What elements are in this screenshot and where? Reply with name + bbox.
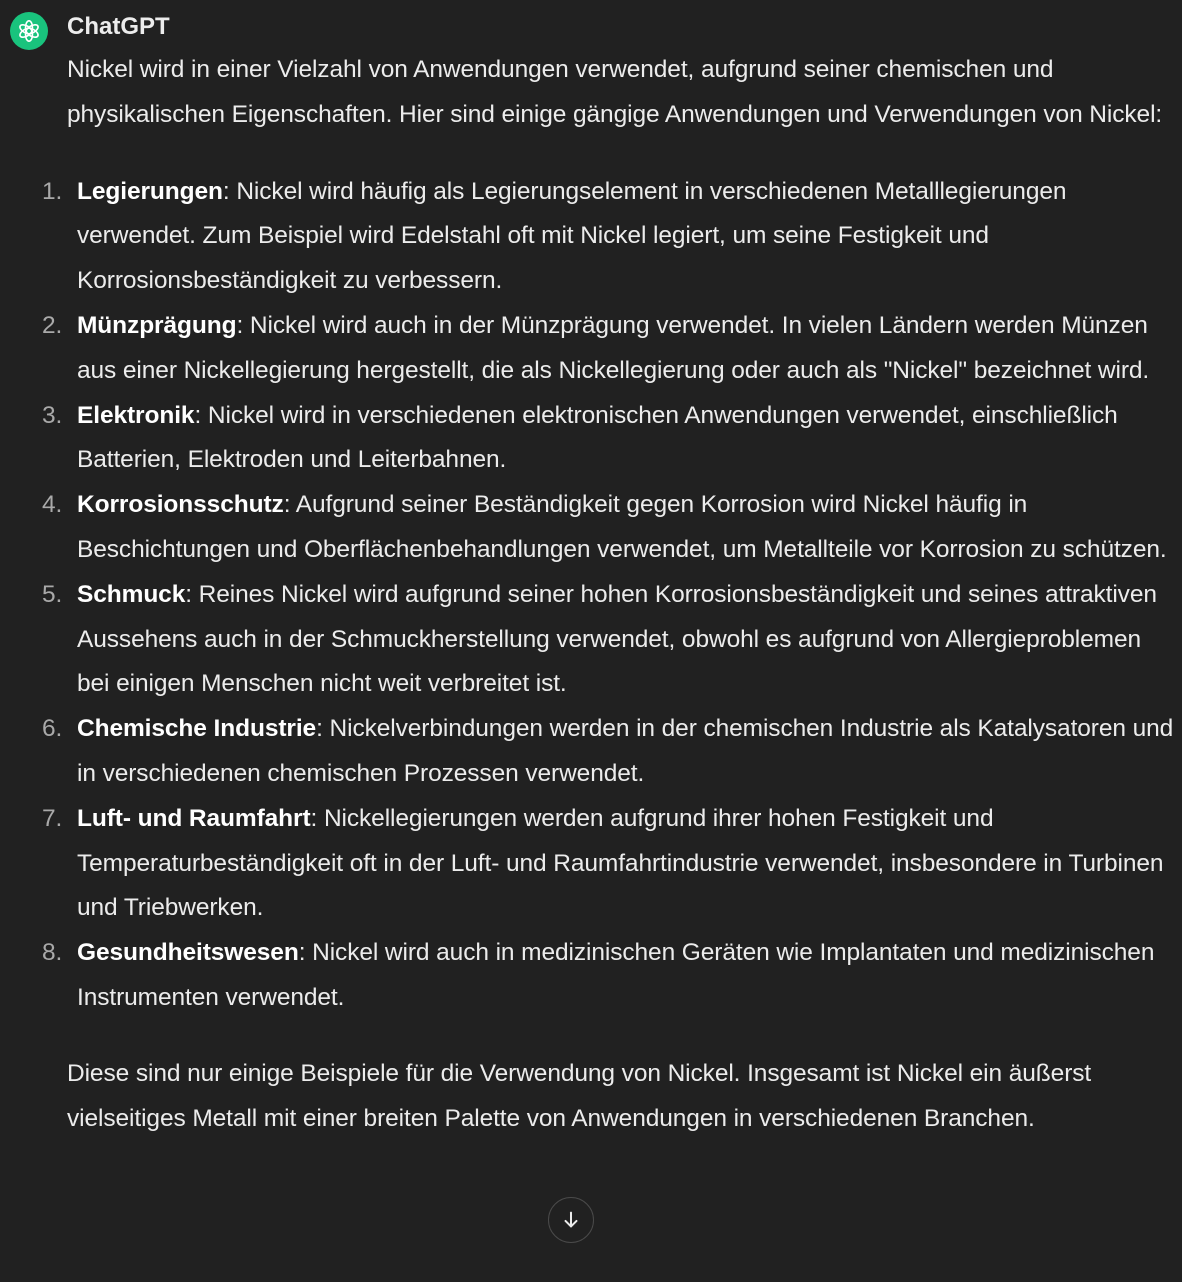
list-item bbox=[42, 304, 1177, 394]
list-item bbox=[42, 170, 1177, 304]
item-title: Gesundheitswesen bbox=[77, 939, 299, 967]
outro-paragraph: Diese sind nur einige Beispiele für die Verwendung von Nickel. Insgesamt ist Nickel ein äußerst vielseitiges Metall mit einer breiten Palette von Anwendungen in verschiedenen Branchen. bbox=[67, 1059, 1092, 1132]
item-text: : Nickel wird in verschiedenen elektronischen Anwendungen verwendet, einschließlich Batterien, Elektroden und Leiterbahnen. bbox=[77, 401, 1118, 474]
list-item bbox=[42, 797, 1177, 931]
item-text: : Reines Nickel wird aufgrund seiner hohen Korrosionsbeständigkeit und seines attraktiven Aussehens auch in der Schmuckherstellung verwendet, obwohl es aufgrund von Allergieproblemen bei einigen Menschen nicht weit verbreitet ist. bbox=[77, 580, 1157, 698]
arrow-down-icon bbox=[560, 1209, 582, 1231]
scroll-to-bottom-button[interactable] bbox=[548, 1197, 594, 1243]
list-number: 8. bbox=[42, 939, 63, 967]
uses-list bbox=[42, 170, 1177, 1021]
item-title: Luft- und Raumfahrt bbox=[77, 804, 311, 832]
list-number: 3. bbox=[42, 401, 63, 429]
item-title: Münzprägung bbox=[77, 311, 237, 339]
list-number: 7. bbox=[42, 804, 63, 832]
list-item bbox=[42, 483, 1177, 573]
item-title: Schmuck bbox=[77, 580, 186, 608]
item-text: : Nickelverbindungen werden in der chemischen Industrie als Katalysatoren und in verschiedenen chemischen Prozessen verwendet. bbox=[77, 715, 1174, 787]
list-number: 5. bbox=[42, 580, 63, 608]
list-item bbox=[42, 573, 1177, 707]
intro-paragraph: Nickel wird in einer Vielzahl von Anwendungen verwendet, aufgrund seiner chemischen und physikalischen Eigenschaften. Hier sind einige gängige Anwendungen und Verwendungen von Nickel: bbox=[67, 56, 1163, 128]
avatar bbox=[10, 12, 48, 50]
item-text: : Aufgrund seiner Beständigkeit gegen Korrosion wird Nickel häufig in Beschichtungen und Oberflächenbehandlungen verwendet, um Metallteile vor Korrosion zu schützen. bbox=[77, 491, 1167, 563]
openai-logo-icon bbox=[16, 18, 42, 44]
item-title: Chemische Industrie bbox=[77, 715, 317, 743]
list-number: 2. bbox=[42, 311, 63, 339]
item-title: Legierungen bbox=[77, 177, 223, 205]
item-text: : Nickel wird häufig als Legierungselement in verschiedenen Metalllegierungen verwendet. Zum Beispiel wird Edelstahl oft mit Nickel legiert, um seine Festigkeit und Korrosionsbeständigkeit zu verbessern. bbox=[77, 177, 1067, 295]
list-number: 4. bbox=[42, 491, 63, 519]
list-number: 1. bbox=[42, 177, 63, 205]
list-number: 6. bbox=[42, 715, 63, 743]
message-content bbox=[42, 48, 1177, 1141]
item-title: Korrosionsschutz bbox=[77, 491, 284, 519]
list-item bbox=[42, 394, 1177, 484]
item-text: : Nickel wird auch in medizinischen Geräten wie Implantaten und medizinischen Instrumenten verwendet. bbox=[77, 939, 1155, 1011]
item-text: : Nickel wird auch in der Münzprägung verwendet. In vielen Ländern werden Münzen aus einer Nickellegierung hergestellt, die als Nickellegierung oder auch als "Nickel" bezeichnet wird. bbox=[77, 311, 1150, 384]
item-title: Elektronik bbox=[77, 401, 195, 429]
list-item bbox=[42, 707, 1177, 797]
list-item bbox=[42, 931, 1177, 1021]
item-text: : Nickellegierungen werden aufgrund ihrer hohen Festigkeit und Temperaturbeständigkeit oft in der Luft- und Raumfahrtindustrie verwendet, insbesondere in Turbinen und Triebwerken. bbox=[77, 804, 1164, 922]
sender-name: ChatGPT bbox=[67, 13, 170, 40]
